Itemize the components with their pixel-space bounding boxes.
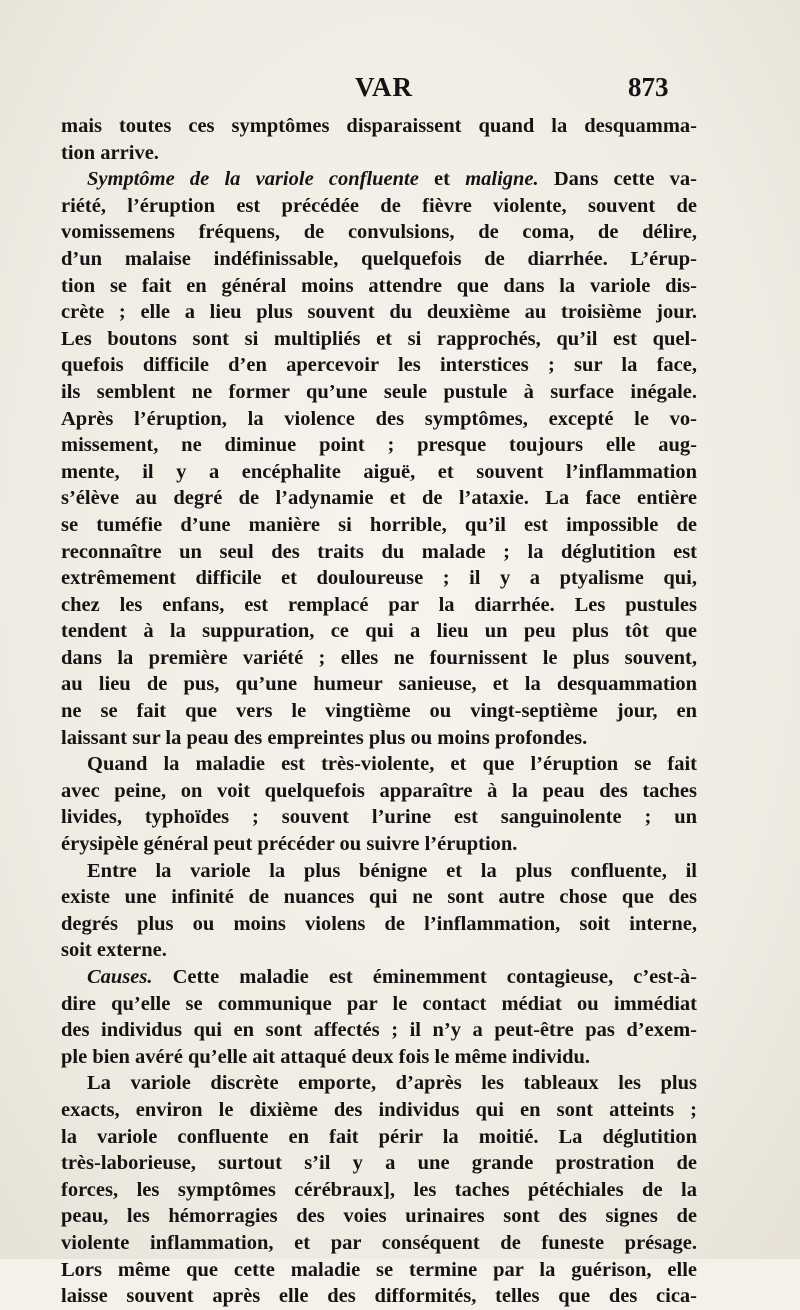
italic-heading: Symptôme de la variole confluente	[87, 168, 419, 191]
line-text: Cette maladie est éminemment contagieuse, c’est-à-	[152, 966, 697, 988]
text-line	[61, 246, 697, 273]
line-text: exacts, environ le dixième des individus qui en sont atteints ;	[61, 1098, 697, 1121]
text-line	[61, 698, 697, 725]
text-line	[61, 140, 697, 167]
text-line	[61, 671, 697, 698]
text-line	[61, 778, 697, 805]
running-head: VAR	[355, 72, 414, 102]
text-line	[61, 539, 697, 566]
line-text: dire qu’elle se communique par le contact médiat ou immédiat	[61, 992, 697, 1015]
line-text: dans la première variété ; elles ne fournissent le plus souvent,	[61, 646, 697, 669]
line-text: crète ; elle a lieu plus souvent du deuxième au troisième jour.	[61, 301, 697, 324]
text-line	[61, 964, 697, 991]
line-text: avec peine, on voit quelquefois apparaître à la peau des taches	[61, 779, 697, 802]
text-line	[61, 1257, 697, 1284]
line-text: livides, typhoïdes ; souvent l’urine est sanguinolente ; un	[61, 806, 697, 829]
text-line	[61, 352, 697, 379]
text-line	[61, 1097, 697, 1124]
text-line	[61, 406, 697, 433]
line-text: Lors même que cette maladie se termine par la guérison, elle	[61, 1258, 697, 1281]
text-line	[61, 1177, 697, 1204]
line-text: tendent à la suppuration, ce qui a lieu un peu plus tôt que	[61, 620, 697, 643]
line-text: laisse souvent après elle des difformités, telles que des cica-	[61, 1285, 697, 1308]
line-text: chez les enfans, est remplacé par la diarrhée. Les pustules	[61, 593, 697, 616]
text-line	[61, 326, 697, 353]
text-line	[61, 299, 697, 326]
line-text: Entre la variole la plus bénigne et la plus confluente, il	[87, 859, 697, 882]
line-text: se tuméfie d’une manière si horrible, qu’il est impossible de	[61, 513, 697, 536]
italic-heading: maligne.	[465, 168, 539, 191]
text-line	[61, 1150, 697, 1177]
body-text	[61, 113, 697, 1310]
line-text: la variole confluente en fait périr la moitié. La déglutition	[61, 1125, 697, 1148]
text-line	[61, 1124, 697, 1151]
line-text: s’élève au degré de l’adynamie et de l’ataxie. La face entière	[61, 487, 697, 510]
line-text: existe une infinité de nuances qui ne sont autre chose que des	[61, 886, 697, 909]
line-text: ple bien avéré qu’elle ait attaqué deux fois le même individu.	[61, 1045, 590, 1068]
text-line	[61, 1017, 697, 1044]
text-line	[61, 645, 697, 672]
text-line	[61, 592, 697, 619]
line-text: reconnaître un seul des traits du malade ; la déglutition est	[61, 540, 697, 563]
text-line	[61, 193, 697, 220]
text-line	[61, 1203, 697, 1230]
text-line	[61, 166, 697, 193]
text-line	[61, 618, 697, 645]
text-line	[61, 565, 697, 592]
line-text: soit externe.	[61, 939, 167, 962]
text-line	[61, 725, 697, 752]
line-text: riété, l’éruption est précédée de fièvre violente, souvent de	[61, 194, 697, 217]
line-text: mente, il y a encéphalite aiguë, et souvent l’inflammation	[61, 460, 697, 483]
line-text: mais toutes ces symptômes disparaissent quand la desquamma-	[61, 115, 697, 137]
line-text: des individus qui en sont affectés ; il n’y a peut-être pas d’exem-	[61, 1019, 697, 1042]
line-text: très-laborieuse, surtout s’il y a une grande prostration de	[61, 1152, 697, 1175]
text-line	[61, 512, 697, 539]
line-text: missement, ne diminue point ; presque toujours elle aug-	[61, 434, 697, 457]
line-text: extrêmement difficile et douloureuse ; il y a ptyalisme qui,	[61, 567, 697, 590]
text-line	[61, 1283, 697, 1310]
text-line	[61, 379, 697, 406]
line-text: Les boutons sont si multipliés et si rapprochés, qu’il est quel-	[61, 327, 697, 350]
page-header	[0, 72, 800, 112]
text-line	[61, 1070, 697, 1097]
text-line	[61, 219, 697, 246]
line-text: d’un malaise indéfinissable, quelquefois de diarrhée. L’érup-	[61, 247, 697, 270]
line-text: La variole discrète emporte, d’après les tableaux les plus	[87, 1072, 697, 1095]
line-text: laissant sur la peau des empreintes plus ou moins profondes.	[61, 726, 588, 749]
text-line	[61, 884, 697, 911]
text-line	[61, 804, 697, 831]
italic-heading: Causes.	[87, 966, 153, 988]
line-text: ne se fait que vers le vingtième ou vingt-septième jour, en	[61, 700, 697, 723]
text-line	[61, 937, 697, 964]
line-text: Quand la maladie est très-violente, et que l’éruption se fait	[87, 753, 697, 776]
text-line	[61, 911, 697, 938]
text-line	[61, 831, 697, 858]
line-text: peau, les hémorragies des voies urinaires sont des signes de	[61, 1205, 697, 1228]
line-text: Dans cette va-	[538, 168, 697, 191]
line-text: quefois difficile d’en apercevoir les interstices ; sur la face,	[61, 354, 697, 377]
text-line	[61, 432, 697, 459]
text-line	[61, 459, 697, 486]
line-text: érysipèle général peut précéder ou suivre l’éruption.	[61, 833, 518, 856]
line-text: Après l’éruption, la violence des symptômes, excepté le vo-	[61, 407, 697, 430]
line-text: ils semblent ne former qu’une seule pustule à surface inégale.	[61, 380, 697, 403]
text-line	[61, 991, 697, 1018]
line-text: vomissemens fréquens, de convulsions, de coma, de délire,	[61, 221, 697, 244]
line-text: tion arrive.	[61, 141, 159, 164]
text-line	[61, 751, 697, 778]
text-line	[61, 1044, 697, 1071]
text-line	[61, 113, 697, 140]
line-text: forces, les symptômes cérébraux], les taches pétéchiales de la	[61, 1178, 697, 1201]
line-connector: et	[418, 168, 466, 191]
page-number: 873	[628, 72, 669, 102]
text-line	[61, 1230, 697, 1257]
text-line	[61, 485, 697, 512]
text-line	[61, 858, 697, 885]
line-text: au lieu de pus, qu’une humeur sanieuse, et la desquammation	[61, 673, 697, 696]
line-text: degrés plus ou moins violens de l’inflammation, soit interne,	[61, 912, 697, 935]
line-text: tion se fait en général moins attendre que dans la variole dis-	[61, 274, 697, 297]
line-text: violente inflammation, et par conséquent de funeste présage.	[61, 1231, 697, 1254]
text-line	[61, 273, 697, 300]
